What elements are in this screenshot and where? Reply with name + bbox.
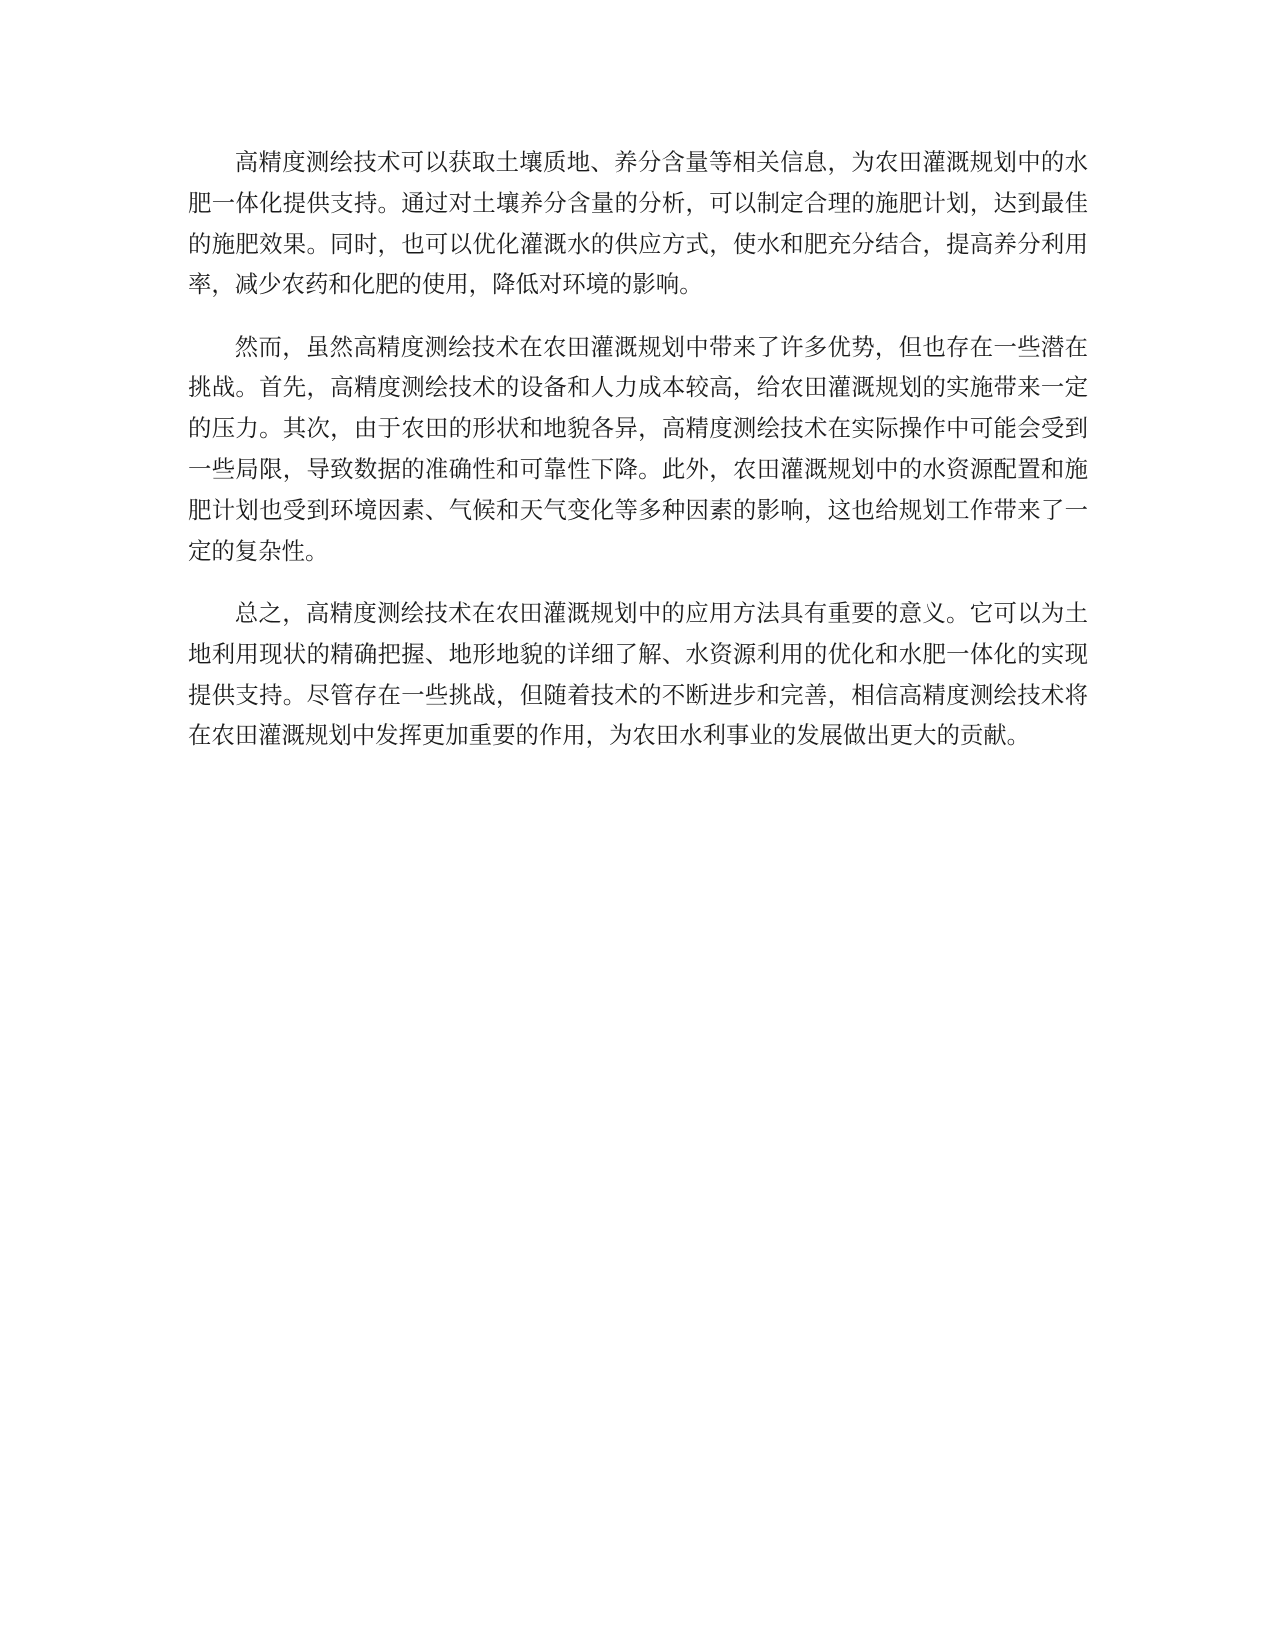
paragraph-water-fertilizer: 高精度测绘技术可以获取土壤质地、养分含量等相关信息，为农田灌溉规划中的水肥一体化提供支持。通过对土壤养分含量的分析，可以制定合理的施肥计划，达到最佳的施肥效果。同时，也可以优化灌溉水的供应方式，使水和肥充分结合，提高养分利用率，减少农药和化肥的使用，降低对环境的影响。 bbox=[188, 148, 1088, 299]
document-body bbox=[188, 142, 1088, 778]
paragraph-conclusion: 总之，高精度测绘技术在农田灌溉规划中的应用方法具有重要的意义。它可以为土地利用现状的精确把握、地形地貌的详细了解、水资源利用的优化和水肥一体化的实现提供支持。尽管存在一些挑战，但随着技术的不断进步和完善，相信高精度测绘技术将在农田灌溉规划中发挥更加重要的作用，为农田水利事业的发展做出更大的贡献。 bbox=[188, 598, 1088, 750]
paragraph-challenges: 然而，虽然高精度测绘技术在农田灌溉规划中带来了许多优势，但也存在一些潜在挑战。首先，高精度测绘技术的设备和人力成本较高，给农田灌溉规划的实施带来一定的压力。其次，由于农田的形状和地貌各异，高精度测绘技术在实际操作中可能会受到一些局限，导致数据的准确性和可靠性下降。此外，农田灌溉规划中的水资源配置和施肥计划也受到环境因素、气候和天气变化等多种因素的影响，这也给规划工作带来了一定的复杂性。 bbox=[188, 332, 1088, 565]
